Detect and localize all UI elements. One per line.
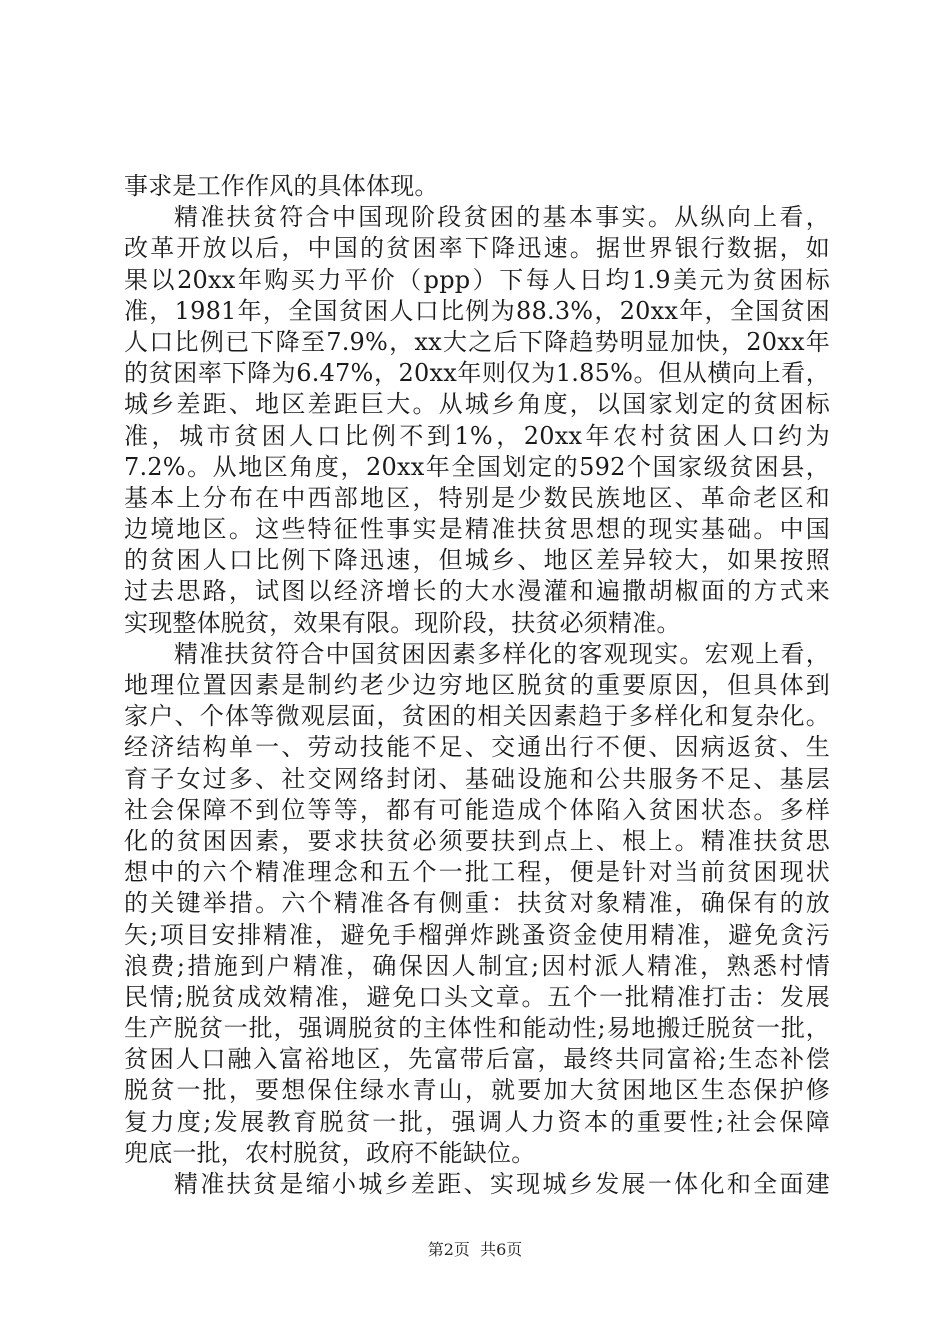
text-line: 生产脱贫一批，强调脱贫的主体性和能动性;易地搬迁脱贫一批，	[124, 1014, 830, 1043]
text-line: 贫困人口融入富裕地区，先富带后富，最终共同富裕;生态补偿	[124, 1045, 830, 1074]
page-footer	[0, 1240, 950, 1260]
text-line: 城乡差距、地区差距巨大。从城乡角度，以国家划定的贫困标	[124, 390, 830, 419]
text-line: 民情;脱贫成效精准，避免口头文章。五个一批精准打击：发展	[124, 982, 830, 1011]
text-line: 矢;项目安排精准，避免手榴弹炸跳蚤资金使用精准，避免贪污	[124, 920, 830, 949]
text-line: 边境地区。这些特征性事实是精准扶贫思想的现实基础。中国	[124, 515, 830, 544]
text-line: 的贫困率下降为6.47%，20xx年则仅为1.85%。但从横向上看，	[124, 359, 830, 388]
text-line: 家户、个体等微观层面，贫困的相关因素趋于多样化和复杂化。	[124, 702, 830, 731]
text-line: 社会保障不到位等等，都有可能造成个体陷入贫困状态。多样	[124, 795, 830, 824]
text-line: 改革开放以后，中国的贫困率下降迅速。据世界银行数据，如	[124, 234, 830, 263]
text-line: 育子女过多、社交网络封闭、基础设施和公共服务不足、基层	[124, 764, 830, 793]
text-line: 想中的六个精准理念和五个一批工程，便是针对当前贫困现状	[124, 858, 830, 887]
text-line: 准，1981年，全国贫困人口比例为88.3%，20xx年，全国贫困	[124, 296, 830, 325]
text-line: 浪费;措施到户精准，确保因人制宜;因村派人精准，熟悉村情	[124, 951, 830, 980]
text-line: 精准扶贫符合中国贫困因素多样化的客观现实。宏观上看，	[174, 639, 830, 668]
text-line: 人口比例已下降至7.9%，xx大之后下降趋势明显加快，20xx年	[124, 327, 830, 356]
text-line: 的关键举措。六个精准各有侧重：扶贫对象精准，确保有的放	[124, 889, 830, 918]
text-line: 基本上分布在中西部地区，特别是少数民族地区、革命老区和	[124, 483, 830, 512]
text-line: 精准扶贫符合中国现阶段贫困的基本事实。从纵向上看，	[174, 203, 830, 232]
text-line: 脱贫一批，要想保住绿水青山，就要加大贫困地区生态保护修	[124, 1076, 830, 1105]
text-line: 事求是工作作风的具体体现。	[124, 172, 439, 200]
text-line: 复力度;发展教育脱贫一批，强调人力资本的重要性;社会保障	[124, 1107, 830, 1136]
text-line: 兜底一批，农村脱贫，政府不能缺位。	[124, 1138, 536, 1167]
text-line: 实现整体脱贫，效果有限。现阶段，扶贫必须精准。	[124, 608, 681, 637]
text-line: 化的贫困因素，要求扶贫必须要扶到点上、根上。精准扶贫思	[124, 826, 830, 855]
text-line: 经济结构单一、劳动技能不足、交通出行不便、因病返贫、生	[124, 733, 830, 762]
document-body	[124, 171, 830, 1200]
page-number: 第2页 共6页	[427, 1240, 523, 1259]
text-line: 过去思路，试图以经济增长的大水漫灌和遍撒胡椒面的方式来	[124, 577, 830, 606]
text-line: 准，城市贫困人口比例不到1%，20xx年农村贫困人口约为	[124, 421, 830, 450]
text-line: 精准扶贫是缩小城乡差距、实现城乡发展一体化和全面建	[174, 1170, 830, 1198]
text-line: 地理位置因素是制约老少边穷地区脱贫的重要原因，但具体到	[124, 671, 830, 699]
text-line: 果以20xx年购买力平价（ppp）下每人日均1.9美元为贫困标	[124, 265, 830, 294]
text-line: 的贫困人口比例下降迅速，但城乡、地区差异较大，如果按照	[124, 546, 830, 575]
text-line: 7.2%。从地区角度，20xx年全国划定的592个国家级贫困县，	[124, 452, 830, 481]
